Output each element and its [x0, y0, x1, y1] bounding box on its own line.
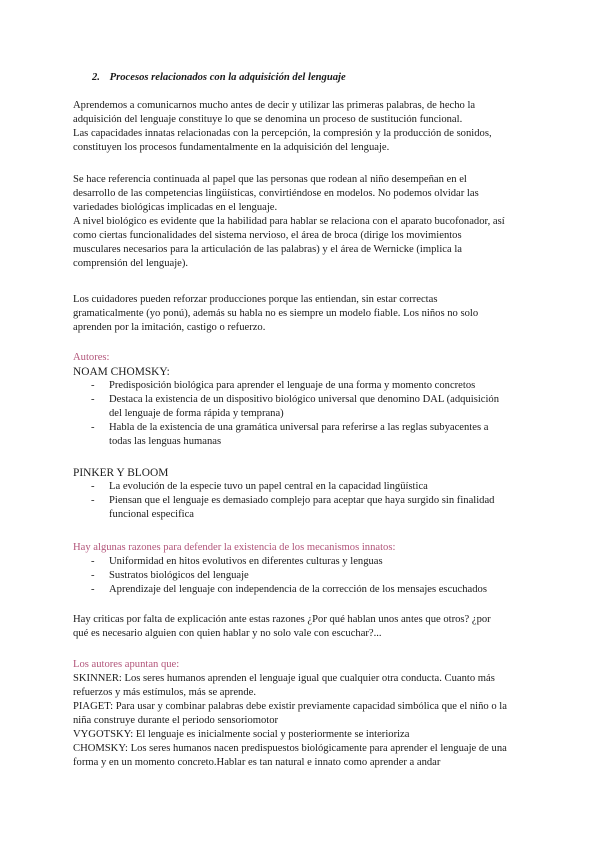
pinker-section	[73, 466, 533, 522]
list-item: - Sustratos biológicos del lenguaje	[91, 570, 249, 581]
text-line: Los cuidadores pueden reforzar producciones porque las entiendan, sin estar correctas	[73, 294, 438, 305]
list-item: - Aprendizaje del lenguaje con independencia de la corrección de los mensajes escuchados	[91, 584, 487, 595]
dash-bullet-icon: -	[91, 380, 95, 391]
reasons-label: Hay algunas razones para defender la existencia de los mecanismos innatos:	[73, 542, 396, 553]
dash-bullet-icon: -	[91, 556, 95, 567]
text-line: VYGOTSKY: El lenguaje es inicialmente social y posteriormente se interioriza	[73, 729, 410, 740]
text-line: forma y en un momento concreto.Hablar es tan natural e innato como aprender a andar	[73, 757, 441, 768]
caregivers-paragraph	[73, 293, 533, 335]
text-line: gramaticalmente (yo ponú), además su habla no es siempre un modelo fiable. Los niños no solo	[73, 308, 479, 319]
text-line: aprenden por la imitación, castigo o refuerzo.	[73, 322, 266, 333]
text-line: constituyen los procesos fundamentalmente en la adquisición del lenguaje.	[73, 142, 390, 153]
models-paragraph	[73, 173, 533, 271]
text-line: comprensión del lenguaje).	[73, 258, 189, 269]
text-line: Hay criticas por falta de explicación ante estas razones ¿Por qué hablan unos antes que otros? ¿por	[73, 614, 491, 625]
section-title: Procesos relacionados con la adquisición del lenguaje	[109, 72, 346, 83]
dash-bullet-icon: -	[91, 481, 95, 492]
list-item: - Habla de la existencia de una gramática universal para referirse a las reglas subyacentes a todas las lenguas humanas	[91, 422, 489, 447]
list-item: - Destaca la existencia de un dispositivo biológico universal que denomino DAL (adquisición del lenguaje de forma rápida y temprana)	[91, 394, 500, 419]
text-line: Las capacidades innatas relacionadas con la percepción, la compresión y la producción de sonidos,	[73, 128, 492, 139]
authors-label: Autores:	[73, 352, 110, 363]
bullet-list	[73, 379, 533, 449]
text-line: niña construye durante el periodo sensoriomotor	[73, 715, 279, 726]
text-line: PIAGET: Para usar y combinar palabras debe existir previamente capacidad simbólica que el niño o la	[73, 701, 507, 712]
author-name: PINKER Y BLOOM	[73, 467, 169, 479]
text-line: adquisición del lenguaje constituye lo que se denomina un proceso de sustitución funcional.	[73, 114, 463, 125]
section-heading	[92, 71, 346, 85]
criticism-paragraph	[73, 613, 533, 641]
list-item: - Piensan que el lenguaje es demasiado complejo para aceptar que haya surgido sin finalidad funcional especifica	[91, 495, 495, 520]
bullet-list	[73, 555, 533, 597]
text-line: desarrollo de las competencias lingüísticas, convirtiéndose en modelos. No podemos olvidar las	[73, 188, 479, 199]
chomsky-section	[73, 351, 533, 449]
text-line: musculares necesarios para la articulación de las palabras) y el área de Wernicke (implica la	[73, 244, 462, 255]
other-authors-section	[73, 658, 533, 770]
intro-paragraph	[73, 99, 533, 155]
list-item: - Uniformidad en hitos evolutivos en diferentes culturas y lenguas	[91, 556, 383, 567]
text-line: Se hace referencia continuada al papel que las personas que rodean al niño desempeñan en el	[73, 174, 467, 185]
text-line: SKINNER: Los seres humanos aprenden el lenguaje igual que cualquier otra conducta. Cuanto más	[73, 673, 495, 684]
dash-bullet-icon: -	[91, 422, 95, 433]
section-number: 2.	[92, 72, 100, 83]
dash-bullet-icon: -	[91, 495, 95, 506]
author-name: NOAM CHOMSKY:	[73, 366, 170, 378]
reasons-section	[73, 541, 533, 597]
text-line: como ciertas funcionalidades del sistema nervioso, el área de broca (dirige los movimientos	[73, 230, 462, 241]
bullet-list	[73, 480, 533, 522]
other-authors-label: Los autores apuntan que:	[73, 659, 180, 670]
text-line: CHOMSKY: Los seres humanos nacen predispuestos biológicamente para aprender el lenguaje de una	[73, 743, 507, 754]
dash-bullet-icon: -	[91, 394, 95, 405]
text-line: variedades biológicas implicadas en el lenguaje.	[73, 202, 278, 213]
text-line: Aprendemos a comunicarnos mucho antes de decir y utilizar las primeras palabras, de hecho la	[73, 100, 476, 111]
list-item: - La evolución de la especie tuvo un papel central en la capacidad lingüística	[91, 481, 428, 492]
text-line: A nivel biológico es evidente que la habilidad para hablar se relaciona con el aparato bucofonador, así	[73, 216, 505, 227]
text-line: qué es necesario alguien con quien hablar y no solo vale con escuchar?...	[73, 628, 382, 639]
dash-bullet-icon: -	[91, 584, 95, 595]
dash-bullet-icon: -	[91, 570, 95, 581]
list-item: - Predisposición biológica para aprender el lenguaje de una forma y momento concretos	[91, 380, 476, 391]
text-line: refuerzos y más estímulos, más se aprende.	[73, 687, 256, 698]
